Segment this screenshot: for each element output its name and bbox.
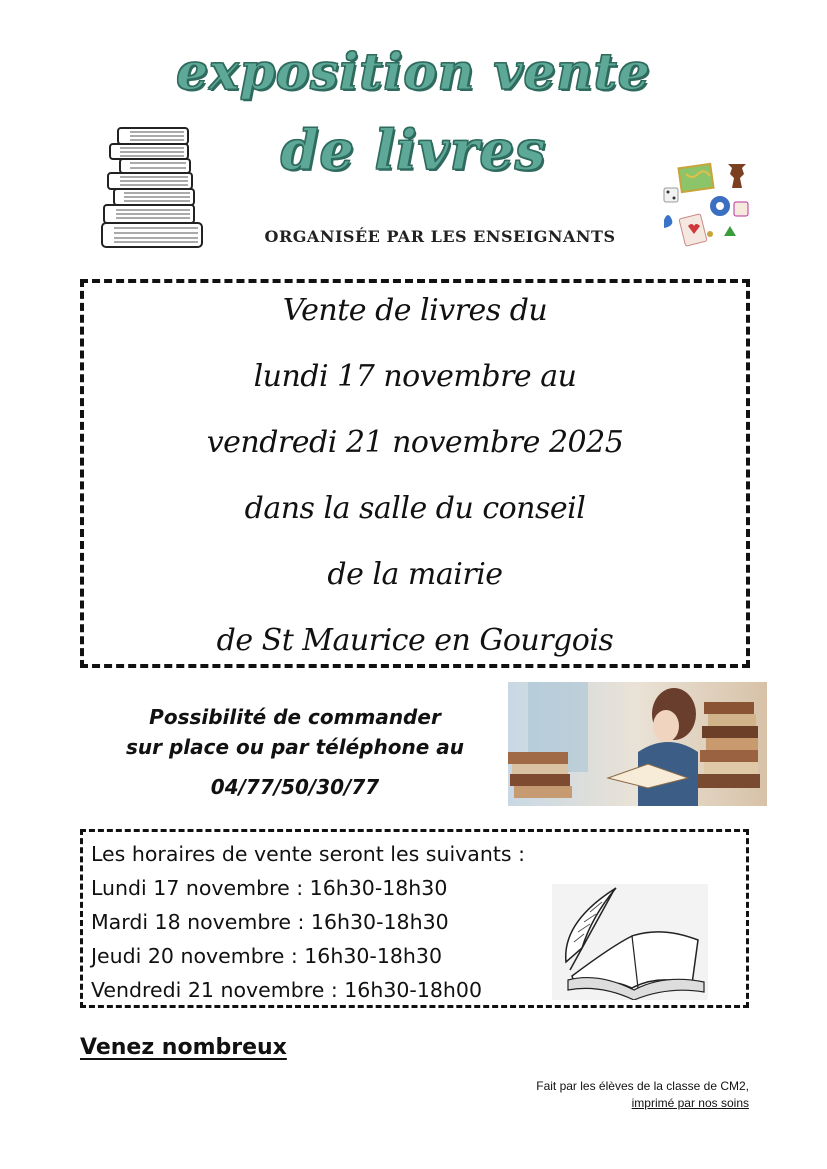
title-line-1: exposition vente: [176, 42, 651, 101]
phone-number: 04/77/50/30/77: [210, 775, 380, 799]
sale-line-1: Vente de livres du: [282, 293, 548, 328]
order-line-2: sur place ou par téléphone au: [126, 735, 464, 759]
sale-line-4: dans la salle du conseil: [244, 491, 586, 526]
credit-line-1: Fait par les élèves de la classe de CM2,: [536, 1079, 749, 1093]
sale-line-2: lundi 17 novembre au: [253, 359, 577, 394]
schedule-day-2: Mardi 18 novembre : 16h30-18h30: [91, 910, 449, 934]
credit-line-2: imprimé par nos soins: [631, 1096, 749, 1110]
open-book-quill-icon: [552, 884, 708, 1000]
order-line-1: Possibilité de commander: [149, 705, 441, 729]
girl-reading-illustration: [508, 682, 767, 806]
schedule-day-3: Jeudi 20 novembre : 16h30-18h30: [91, 944, 442, 968]
organizer-text: ORGANISÉE PAR LES ENSEIGNANTS: [264, 227, 616, 246]
sale-line-6: de St Maurice en Gourgois: [216, 623, 614, 658]
sale-info-box: [80, 279, 750, 668]
title-line-2: de livres: [280, 118, 547, 182]
sale-line-3: vendredi 21 novembre 2025: [206, 425, 624, 460]
schedule-heading: Les horaires de vente seront les suivants :: [91, 842, 525, 866]
closing-text: Venez nombreux: [80, 1035, 287, 1060]
schedule-day-1: Lundi 17 novembre : 16h30-18h30: [91, 876, 448, 900]
schedule-day-4: Vendredi 21 novembre : 16h30-18h00: [91, 978, 482, 1002]
sale-line-5: de la mairie: [327, 557, 503, 592]
